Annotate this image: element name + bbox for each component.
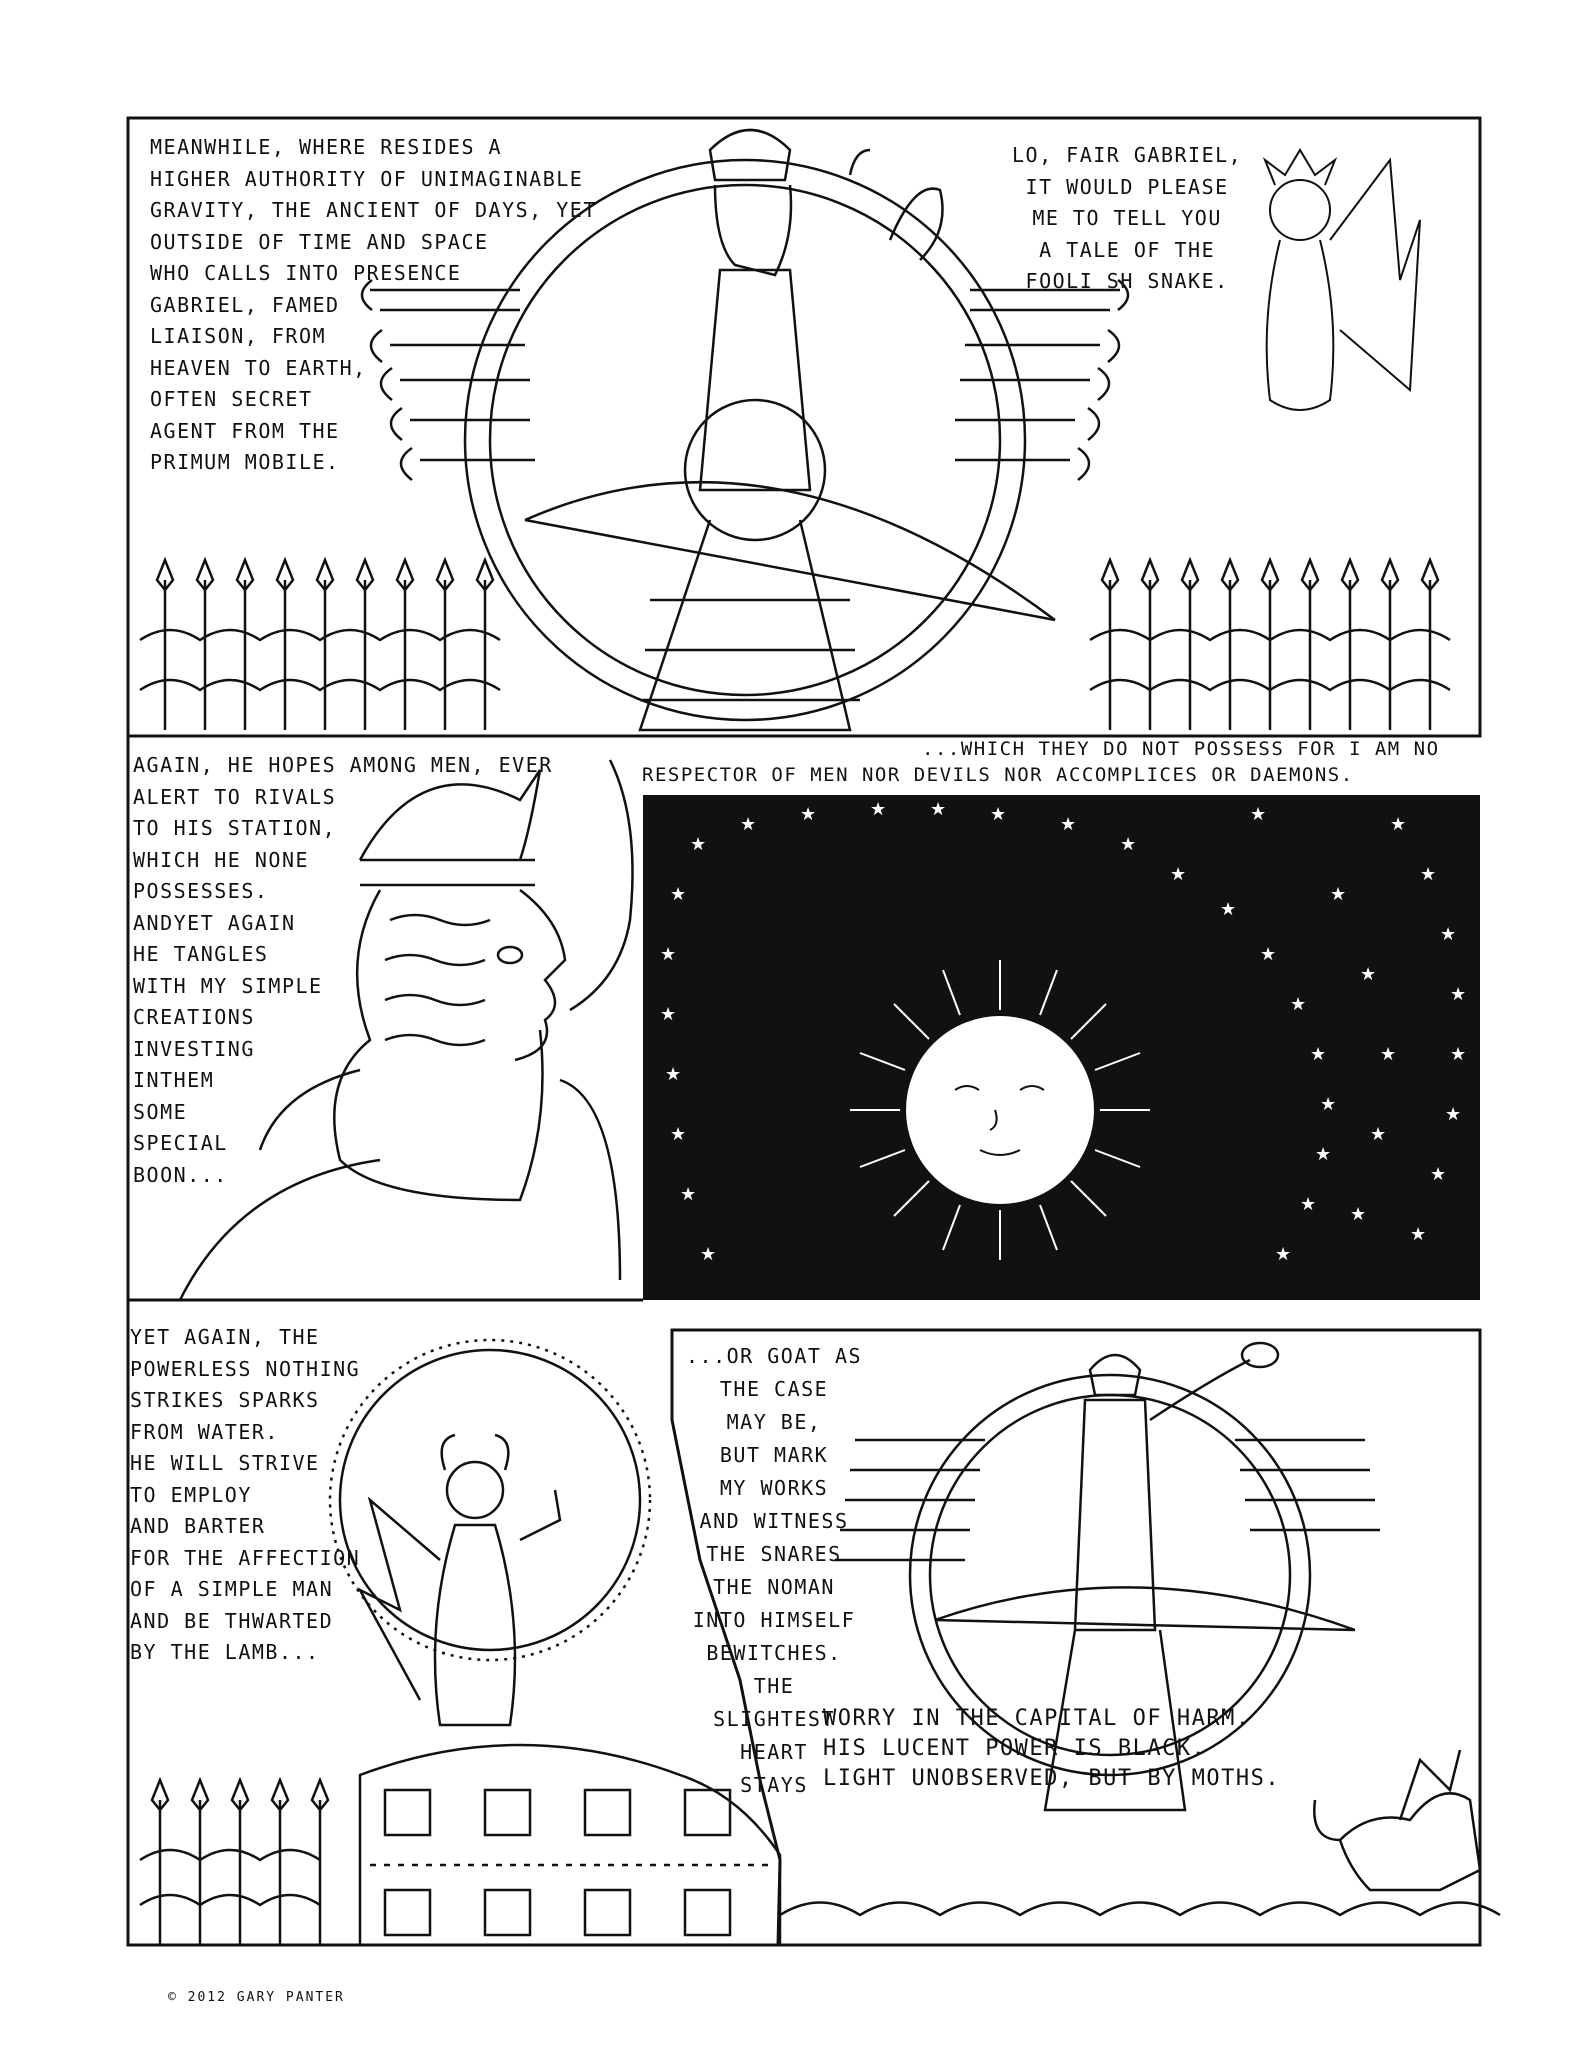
caption-line: FOR THE AFFECTION bbox=[130, 1545, 361, 1570]
spear-row-right bbox=[1090, 560, 1450, 730]
speech-tail-1 bbox=[850, 150, 870, 175]
caption-line: GRAVITY, THE ANCIENT OF DAYS, YET bbox=[150, 198, 597, 222]
svg-text:★: ★ bbox=[1320, 1094, 1337, 1115]
caption-line: GABRIEL, FAMED bbox=[150, 292, 340, 317]
speech-line: THE CASE bbox=[719, 1377, 829, 1401]
speech-line: ...WHICH THEY DO NOT POSSESS FOR I AM NO bbox=[922, 738, 1440, 760]
caption-line: AGAIN, HE HOPES AMONG MEN, EVER bbox=[133, 753, 553, 777]
caption-line: WHO CALLS INTO PRESENCE bbox=[150, 261, 462, 285]
svg-text:★: ★ bbox=[1220, 899, 1237, 920]
svg-text:★: ★ bbox=[1440, 924, 1457, 945]
caption-line: AND BE THWARTED bbox=[130, 1608, 334, 1633]
speech-line: ME TO TELL YOU bbox=[1032, 206, 1222, 230]
speech-line: BUT MARK bbox=[719, 1443, 829, 1467]
caption-line: OFTEN SECRET bbox=[150, 387, 313, 411]
caption-line: STRIKES SPARKS bbox=[130, 1388, 320, 1412]
panel-2-caption bbox=[133, 750, 553, 1191]
water-waves bbox=[780, 1903, 1500, 1916]
copyright-notice: © 2012 GARY PANTER bbox=[168, 1990, 345, 2005]
svg-text:★: ★ bbox=[1450, 1044, 1467, 1065]
svg-text:★: ★ bbox=[800, 804, 817, 825]
caption-line: ALERT TO RIVALS bbox=[133, 784, 337, 809]
sun-face bbox=[905, 1015, 1095, 1205]
caption-line: WITH MY SIMPLE bbox=[133, 973, 323, 998]
speech-line: RESPECTOR OF MEN NOR DEVILS NOR ACCOMPLICES OR DAEMONS. bbox=[642, 764, 1354, 786]
caption-line: HIS LUCENT POWER IS BLACK. bbox=[823, 1736, 1207, 1761]
svg-text:★: ★ bbox=[700, 1244, 717, 1265]
night-sky-panel bbox=[643, 795, 1480, 1300]
svg-text:★: ★ bbox=[1275, 1244, 1292, 1265]
caption-line: HE WILL STRIVE bbox=[130, 1451, 320, 1475]
svg-text:★: ★ bbox=[670, 1124, 687, 1145]
spear-row-left bbox=[140, 560, 500, 730]
speech-line: BEWITCHES. bbox=[706, 1641, 842, 1665]
speech-line: ...OR GOAT AS bbox=[686, 1344, 863, 1368]
caption-line: MEANWHILE, WHERE RESIDES A bbox=[150, 135, 503, 159]
caption-line: HIGHER AUTHORITY OF UNIMAGINABLE bbox=[150, 166, 584, 191]
svg-text:★: ★ bbox=[690, 834, 707, 855]
svg-text:★: ★ bbox=[1420, 864, 1437, 885]
svg-text:★: ★ bbox=[1450, 984, 1467, 1005]
svg-text:★: ★ bbox=[1330, 884, 1347, 905]
horned-angel-in-halo bbox=[330, 1340, 650, 1725]
speech-line: THE NOMAN bbox=[713, 1575, 835, 1599]
caption-line: WORRY IN THE CAPITAL OF HARM. bbox=[823, 1706, 1251, 1731]
svg-text:★: ★ bbox=[1350, 1204, 1367, 1225]
speech-line: THE bbox=[753, 1674, 795, 1698]
winged-dragon bbox=[1314, 1750, 1480, 1890]
svg-text:★: ★ bbox=[660, 944, 677, 965]
caption-line: PRIMUM MOBILE. bbox=[150, 450, 340, 474]
speech-tail-2 bbox=[570, 760, 633, 1010]
panel-1-speech bbox=[1012, 140, 1242, 298]
svg-text:★: ★ bbox=[1380, 1044, 1397, 1065]
svg-text:★: ★ bbox=[1250, 804, 1267, 825]
speech-line: THE SNARES bbox=[706, 1542, 842, 1566]
svg-text:★: ★ bbox=[660, 1004, 677, 1025]
speech-line: SLIGHTEST bbox=[713, 1707, 835, 1731]
caption-line: BOON... bbox=[133, 1162, 228, 1187]
caption-line: HEAVEN TO EARTH, bbox=[150, 355, 367, 380]
svg-text:★: ★ bbox=[740, 814, 757, 835]
svg-text:★: ★ bbox=[1360, 964, 1377, 985]
caption-line: FROM WATER. bbox=[130, 1419, 279, 1444]
caption-line: AGENT FROM THE bbox=[150, 418, 340, 443]
svg-text:★: ★ bbox=[1390, 814, 1407, 835]
caption-line: INVESTING bbox=[133, 1036, 255, 1061]
caption-line: ANDYET AGAIN bbox=[133, 910, 296, 935]
speech-line: MY WORKS bbox=[719, 1476, 829, 1500]
svg-text:★: ★ bbox=[1260, 944, 1277, 965]
caption-line: INTHEM bbox=[133, 1068, 215, 1092]
caption-line: TO HIS STATION, bbox=[133, 816, 337, 840]
svg-text:★: ★ bbox=[670, 884, 687, 905]
panel-4-caption bbox=[823, 1704, 1280, 1794]
caption-line: SPECIAL bbox=[133, 1131, 228, 1155]
svg-text:★: ★ bbox=[1370, 1124, 1387, 1145]
caption-line: YET AGAIN, THE bbox=[130, 1325, 320, 1349]
svg-text:★: ★ bbox=[1060, 814, 1077, 835]
svg-text:★: ★ bbox=[1170, 864, 1187, 885]
caption-line: BY THE LAMB... bbox=[130, 1640, 320, 1664]
speech-line: MAY BE, bbox=[726, 1410, 822, 1434]
svg-text:★: ★ bbox=[1290, 994, 1307, 1015]
spear-row-bottom bbox=[140, 1780, 328, 1945]
speech-line: HEART bbox=[740, 1740, 808, 1764]
svg-text:★: ★ bbox=[930, 799, 947, 820]
panel-2-speech bbox=[642, 736, 1440, 788]
speech-line: A TALE OF THE bbox=[1039, 237, 1216, 262]
caption-line: OF A SIMPLE MAN bbox=[130, 1577, 334, 1601]
caption-line: OUTSIDE OF TIME AND SPACE bbox=[150, 229, 489, 254]
svg-text:★: ★ bbox=[870, 799, 887, 820]
caption-line: TO EMPLOY bbox=[130, 1482, 252, 1507]
svg-text:★: ★ bbox=[680, 1184, 697, 1205]
svg-text:★: ★ bbox=[1445, 1104, 1462, 1125]
caption-line: AND BARTER bbox=[130, 1514, 266, 1538]
svg-text:★: ★ bbox=[990, 804, 1007, 825]
speech-line: INTO HIMSELF bbox=[692, 1608, 856, 1632]
speech-line: FOOLI SH SNAKE. bbox=[1025, 269, 1229, 293]
speech-line: STAYS bbox=[740, 1773, 808, 1797]
gabriel-angel bbox=[1265, 150, 1420, 410]
caption-line: POWERLESS NOTHING bbox=[130, 1356, 361, 1381]
caption-line: LIGHT UNOBSERVED, BUT BY MOTHS. bbox=[823, 1766, 1281, 1791]
speech-line: AND WITNESS bbox=[699, 1509, 849, 1533]
speech-line: LO, FAIR GABRIEL, bbox=[1012, 143, 1243, 167]
svg-text:★: ★ bbox=[1315, 1144, 1332, 1165]
svg-text:★: ★ bbox=[1430, 1164, 1447, 1185]
panel-3-caption bbox=[130, 1322, 360, 1669]
caption-line: POSSESSES. bbox=[133, 879, 269, 903]
speech-line: IT WOULD PLEASE bbox=[1025, 174, 1229, 199]
panel-1-caption bbox=[150, 132, 597, 479]
caption-line: WHICH HE NONE bbox=[133, 847, 310, 872]
svg-text:★: ★ bbox=[1300, 1194, 1317, 1215]
svg-text:★: ★ bbox=[1120, 834, 1137, 855]
svg-text:★: ★ bbox=[1410, 1224, 1427, 1245]
svg-text:★: ★ bbox=[665, 1064, 682, 1085]
caption-line: LIAISON, FROM bbox=[150, 324, 327, 348]
caption-line: SOME bbox=[133, 1099, 188, 1124]
caption-line: HE TANGLES bbox=[133, 942, 269, 966]
caption-line: CREATIONS bbox=[133, 1005, 255, 1029]
svg-text:★: ★ bbox=[1310, 1044, 1327, 1065]
